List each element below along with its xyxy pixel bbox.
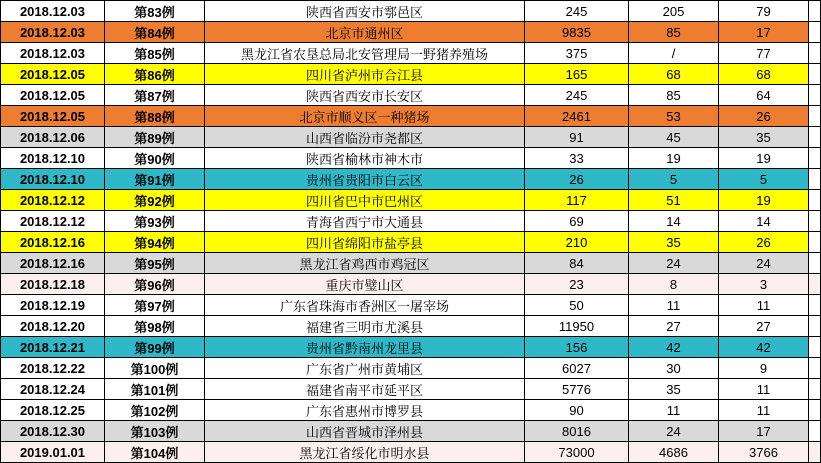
cell-case-no[interactable]: 第91例	[105, 169, 205, 190]
cell-count-a[interactable]: 375	[525, 43, 629, 64]
table-row[interactable]	[1, 379, 821, 400]
cell-count-b[interactable]: 35	[629, 232, 719, 253]
row-tail-cell	[809, 442, 821, 463]
row-tail-cell	[809, 85, 821, 106]
table-row[interactable]	[1, 1, 821, 22]
cell-count-a[interactable]: 84	[525, 253, 629, 274]
table-row[interactable]	[1, 232, 821, 253]
cell-count-b[interactable]: 205	[629, 1, 719, 22]
cell-date[interactable]: 2018.12.05	[1, 106, 105, 127]
cell-date[interactable]: 2018.12.25	[1, 400, 105, 421]
cell-location[interactable]: 四川省泸州市合江县	[205, 64, 525, 85]
cell-location[interactable]: 广东省珠海市香洲区一屠宰场	[205, 295, 525, 316]
cell-date[interactable]: 2018.12.10	[1, 169, 105, 190]
table-row[interactable]	[1, 211, 821, 232]
cell-count-c[interactable]: 9	[719, 358, 809, 379]
cell-location[interactable]: 陕西省榆林市神木市	[205, 148, 525, 169]
row-tail-cell	[809, 379, 821, 400]
cell-count-b[interactable]: 19	[629, 148, 719, 169]
table-row[interactable]	[1, 358, 821, 379]
cell-location[interactable]: 青海省西宁市大通县	[205, 211, 525, 232]
cell-case-no[interactable]: 第100例	[105, 358, 205, 379]
row-tail-cell	[809, 127, 821, 148]
cell-date[interactable]: 2018.12.16	[1, 232, 105, 253]
cell-count-c[interactable]: 27	[719, 316, 809, 337]
cell-case-no[interactable]: 第89例	[105, 127, 205, 148]
cell-count-c[interactable]: 17	[719, 421, 809, 442]
cell-location[interactable]: 四川省绵阳市盐亭县	[205, 232, 525, 253]
cell-count-c[interactable]: 11	[719, 379, 809, 400]
table-row[interactable]	[1, 442, 821, 463]
cell-count-a[interactable]: 6027	[525, 358, 629, 379]
cell-count-b[interactable]: 11	[629, 295, 719, 316]
cell-case-no[interactable]: 第85例	[105, 43, 205, 64]
cell-date[interactable]: 2018.12.24	[1, 379, 105, 400]
row-tail-cell	[809, 1, 821, 22]
cell-location[interactable]: 山西省临汾市尧都区	[205, 127, 525, 148]
cell-location[interactable]: 北京市顺义区一种猪场	[205, 106, 525, 127]
table-row[interactable]	[1, 421, 821, 442]
cell-location[interactable]: 黑龙江省鸡西市鸡冠区	[205, 253, 525, 274]
cell-count-c[interactable]: 77	[719, 43, 809, 64]
table-row[interactable]	[1, 316, 821, 337]
cell-case-no[interactable]: 第95例	[105, 253, 205, 274]
cell-count-c[interactable]: 26	[719, 106, 809, 127]
cell-date[interactable]: 2018.12.03	[1, 22, 105, 43]
cell-count-b[interactable]: 14	[629, 211, 719, 232]
cell-case-no[interactable]: 第86例	[105, 64, 205, 85]
row-tail-cell	[809, 232, 821, 253]
cell-date[interactable]: 2018.12.22	[1, 358, 105, 379]
cell-date[interactable]: 2018.12.20	[1, 316, 105, 337]
cell-count-a[interactable]: 26	[525, 169, 629, 190]
cell-count-b[interactable]: 42	[629, 337, 719, 358]
cell-count-a[interactable]: 73000	[525, 442, 629, 463]
cell-count-b[interactable]: 68	[629, 64, 719, 85]
cell-count-a[interactable]: 245	[525, 85, 629, 106]
cell-case-no[interactable]: 第102例	[105, 400, 205, 421]
cell-date[interactable]: 2018.12.05	[1, 64, 105, 85]
cell-count-c[interactable]: 17	[719, 22, 809, 43]
row-tail-cell	[809, 211, 821, 232]
table-row[interactable]	[1, 64, 821, 85]
cell-date[interactable]: 2018.12.03	[1, 43, 105, 64]
cell-case-no[interactable]: 第88例	[105, 106, 205, 127]
row-tail-cell	[809, 190, 821, 211]
cell-case-no[interactable]: 第103例	[105, 421, 205, 442]
cell-count-c[interactable]: 3	[719, 274, 809, 295]
cell-case-no[interactable]: 第98例	[105, 316, 205, 337]
cell-location[interactable]: 福建省三明市尤溪县	[205, 316, 525, 337]
cell-location[interactable]: 山西省晋城市泽州县	[205, 421, 525, 442]
cell-case-no[interactable]: 第99例	[105, 337, 205, 358]
cell-count-b[interactable]: 24	[629, 421, 719, 442]
cell-count-b[interactable]: 45	[629, 127, 719, 148]
cell-count-b[interactable]: 85	[629, 22, 719, 43]
cell-count-c[interactable]: 26	[719, 232, 809, 253]
table-body	[1, 1, 821, 463]
cell-count-c[interactable]: 64	[719, 85, 809, 106]
cell-count-b[interactable]: 11	[629, 400, 719, 421]
cell-date[interactable]: 2018.12.10	[1, 148, 105, 169]
cell-location[interactable]: 广东省广州市黄埔区	[205, 358, 525, 379]
cell-count-c[interactable]: 79	[719, 1, 809, 22]
cell-case-no[interactable]: 第92例	[105, 190, 205, 211]
row-tail-cell	[809, 169, 821, 190]
cell-count-a[interactable]: 9835	[525, 22, 629, 43]
cell-count-a[interactable]: 8016	[525, 421, 629, 442]
cell-case-no[interactable]: 第84例	[105, 22, 205, 43]
table-row[interactable]	[1, 274, 821, 295]
table-row[interactable]	[1, 169, 821, 190]
cell-case-no[interactable]: 第101例	[105, 379, 205, 400]
row-tail-cell	[809, 337, 821, 358]
cell-location[interactable]: 贵州省黔南州龙里县	[205, 337, 525, 358]
cell-count-c[interactable]: 19	[719, 148, 809, 169]
cell-count-a[interactable]: 69	[525, 211, 629, 232]
cell-count-a[interactable]: 117	[525, 190, 629, 211]
cell-date[interactable]: 2018.12.18	[1, 274, 105, 295]
row-tail-cell	[809, 64, 821, 85]
cell-case-no[interactable]: 第94例	[105, 232, 205, 253]
row-tail-cell	[809, 316, 821, 337]
cell-date[interactable]: 2018.12.12	[1, 190, 105, 211]
cell-case-no[interactable]: 第93例	[105, 211, 205, 232]
row-tail-cell	[809, 358, 821, 379]
cell-date[interactable]: 2018.12.05	[1, 85, 105, 106]
table-row[interactable]	[1, 43, 821, 64]
cell-count-c[interactable]: 14	[719, 211, 809, 232]
cell-location[interactable]: 广东省惠州市博罗县	[205, 400, 525, 421]
cell-count-b[interactable]: 30	[629, 358, 719, 379]
cell-date[interactable]: 2018.12.21	[1, 337, 105, 358]
cell-date[interactable]: 2018.12.06	[1, 127, 105, 148]
cell-count-a[interactable]: 23	[525, 274, 629, 295]
cell-count-a[interactable]: 91	[525, 127, 629, 148]
row-tail-cell	[809, 274, 821, 295]
cell-count-b[interactable]: 4686	[629, 442, 719, 463]
cell-count-b[interactable]: 51	[629, 190, 719, 211]
cell-count-b[interactable]: 53	[629, 106, 719, 127]
cell-date[interactable]: 2018.12.30	[1, 421, 105, 442]
cell-count-a[interactable]: 156	[525, 337, 629, 358]
cell-count-a[interactable]: 5776	[525, 379, 629, 400]
cell-location[interactable]: 陕西省西安市长安区	[205, 85, 525, 106]
cell-count-b[interactable]: 35	[629, 379, 719, 400]
cell-case-no[interactable]: 第83例	[105, 1, 205, 22]
cell-count-a[interactable]: 2461	[525, 106, 629, 127]
cell-count-b[interactable]: 24	[629, 253, 719, 274]
cell-case-no[interactable]: 第96例	[105, 274, 205, 295]
cell-location[interactable]: 重庆市璧山区	[205, 274, 525, 295]
row-tail-cell	[809, 400, 821, 421]
table-row[interactable]	[1, 400, 821, 421]
cell-count-c[interactable]: 11	[719, 295, 809, 316]
cell-count-c[interactable]: 11	[719, 400, 809, 421]
cell-date[interactable]: 2018.12.03	[1, 1, 105, 22]
table-row[interactable]	[1, 148, 821, 169]
cell-count-b[interactable]: 5	[629, 169, 719, 190]
table-row[interactable]	[1, 22, 821, 43]
table-row[interactable]	[1, 190, 821, 211]
table-row[interactable]	[1, 337, 821, 358]
row-tail-cell	[809, 148, 821, 169]
cell-case-no[interactable]: 第90例	[105, 148, 205, 169]
table-row[interactable]	[1, 253, 821, 274]
cell-count-a[interactable]: 90	[525, 400, 629, 421]
cell-date[interactable]: 2018.12.19	[1, 295, 105, 316]
table-row[interactable]	[1, 127, 821, 148]
row-tail-cell	[809, 106, 821, 127]
row-tail-cell	[809, 421, 821, 442]
cell-location[interactable]: 黑龙江省农垦总局北安管理局一野猪养殖场	[205, 43, 525, 64]
cell-location[interactable]: 北京市通州区	[205, 22, 525, 43]
cell-count-a[interactable]: 165	[525, 64, 629, 85]
cell-date[interactable]: 2018.12.16	[1, 253, 105, 274]
cell-count-b[interactable]: 85	[629, 85, 719, 106]
cell-location[interactable]: 福建省南平市延平区	[205, 379, 525, 400]
cell-date[interactable]: 2019.01.01	[1, 442, 105, 463]
cell-count-b[interactable]: /	[629, 43, 719, 64]
cell-count-c[interactable]: 24	[719, 253, 809, 274]
cell-location[interactable]: 四川省巴中市巴州区	[205, 190, 525, 211]
cell-date[interactable]: 2018.12.12	[1, 211, 105, 232]
cell-count-c[interactable]: 5	[719, 169, 809, 190]
cell-count-a[interactable]: 50	[525, 295, 629, 316]
cell-count-a[interactable]: 33	[525, 148, 629, 169]
cell-location[interactable]: 贵州省贵阳市白云区	[205, 169, 525, 190]
row-tail-cell	[809, 22, 821, 43]
row-tail-cell	[809, 43, 821, 64]
cell-count-c[interactable]: 19	[719, 190, 809, 211]
cell-count-b[interactable]: 8	[629, 274, 719, 295]
table-row[interactable]	[1, 85, 821, 106]
row-tail-cell	[809, 253, 821, 274]
row-tail-cell	[809, 295, 821, 316]
cell-count-c[interactable]: 68	[719, 64, 809, 85]
cell-case-no[interactable]: 第87例	[105, 85, 205, 106]
cell-count-c[interactable]: 42	[719, 337, 809, 358]
cell-count-a[interactable]: 245	[525, 1, 629, 22]
cell-count-c[interactable]: 35	[719, 127, 809, 148]
cell-case-no[interactable]: 第97例	[105, 295, 205, 316]
cell-count-a[interactable]: 11950	[525, 316, 629, 337]
cell-case-no[interactable]: 第104例	[105, 442, 205, 463]
cell-count-c[interactable]: 3766	[719, 442, 809, 463]
cell-location[interactable]: 黑龙江省绥化市明水县	[205, 442, 525, 463]
table-row[interactable]	[1, 295, 821, 316]
cell-location[interactable]: 陕西省西安市鄠邑区	[205, 1, 525, 22]
cell-count-b[interactable]: 27	[629, 316, 719, 337]
cell-count-a[interactable]: 210	[525, 232, 629, 253]
table-row[interactable]	[1, 106, 821, 127]
